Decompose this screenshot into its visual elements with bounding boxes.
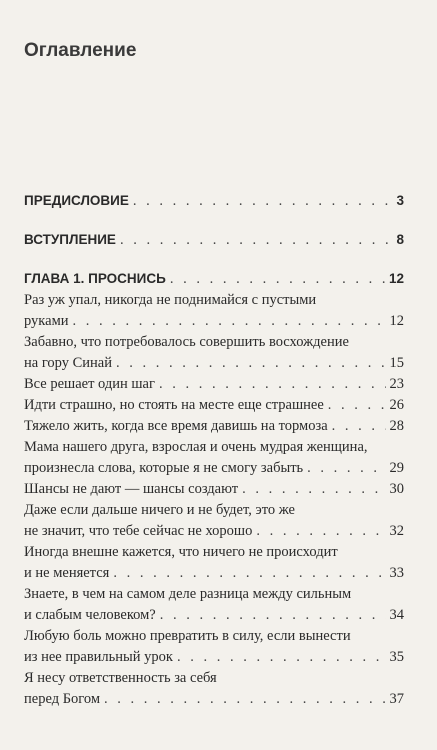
toc-entry xyxy=(24,416,404,437)
toc-entry-title: и не меняется xyxy=(24,565,110,581)
toc-entry-title-line1: Даже если дальше ничего и не будет, это же xyxy=(24,502,295,518)
toc-section-title: ПРЕДИСЛОВИЕ xyxy=(24,193,129,208)
toc-entry xyxy=(24,500,404,542)
toc-entry xyxy=(24,290,404,332)
toc-page-number: 3 xyxy=(396,193,404,208)
toc-page-number: 33 xyxy=(389,565,404,581)
dot-leader xyxy=(120,230,393,251)
toc-entry xyxy=(24,374,404,395)
toc-section-introduction xyxy=(24,229,404,251)
dot-leader xyxy=(159,374,386,395)
toc-entry-title-line1: Иногда внешне кажется, что ничего не происходит xyxy=(24,544,338,560)
toc-page-number: 29 xyxy=(389,460,404,476)
toc-entry-title: Идти страшно, но стоять на месте еще страшнее xyxy=(24,397,324,413)
dot-leader xyxy=(170,269,385,290)
toc-entry-title-line1: Знаете, в чем на самом деле разница между сильным xyxy=(24,586,352,602)
toc-entry-title: произнесла слова, которые я не смогу забыть xyxy=(24,460,304,476)
toc-page-number: 12 xyxy=(389,313,404,329)
dot-leader xyxy=(73,311,386,332)
toc-entry-title: перед Богом xyxy=(24,691,101,707)
dot-leader xyxy=(332,416,386,437)
page-title: Оглавление xyxy=(24,40,137,61)
dot-leader xyxy=(256,521,385,542)
toc-entry xyxy=(24,626,404,668)
toc-entry xyxy=(24,542,404,584)
toc-section-title: ГЛАВА 1. ПРОСНИСЬ xyxy=(24,271,166,286)
toc-entry-title: и слабым человеком? xyxy=(24,607,156,623)
dot-leader xyxy=(160,605,386,626)
toc-entry xyxy=(24,437,404,479)
toc-page-number: 30 xyxy=(389,481,404,497)
toc-section-title: ВСТУПЛЕНИЕ xyxy=(24,232,116,247)
toc-entry-title-line1: Я несу ответственность за себя xyxy=(24,670,217,686)
toc-section-preface xyxy=(24,190,404,212)
toc-entry-title: Все решает один шаг xyxy=(24,376,155,392)
toc-entry-title-line1: Забавно, что потребовалось совершить восхождение xyxy=(24,334,349,350)
dot-leader xyxy=(307,458,385,479)
dot-leader xyxy=(242,479,385,500)
toc-entry-title: Тяжело жить, когда все время давишь на тормоза xyxy=(24,418,328,434)
toc-page-number: 34 xyxy=(389,607,404,623)
toc-page-number: 12 xyxy=(388,271,404,286)
dot-leader xyxy=(177,647,386,668)
toc-entry xyxy=(24,479,404,500)
toc-entry xyxy=(24,395,404,416)
toc-entry-title: из нее правильный урок xyxy=(24,649,173,665)
toc-entry-title: руками xyxy=(24,313,69,329)
toc-entry-title-line1: Мама нашего друга, взрослая и очень мудрая женщина, xyxy=(24,439,368,455)
dot-leader xyxy=(113,563,385,584)
toc-entry-title: не значит, что тебе сейчас не хорошо xyxy=(24,523,253,539)
toc-entry xyxy=(24,332,404,374)
toc-page-number: 35 xyxy=(389,649,404,665)
toc-entry-title-line1: Любую боль можно превратить в силу, если вынести xyxy=(24,628,351,644)
toc-page-number: 15 xyxy=(389,355,404,371)
toc-entry-title: на гору Синай xyxy=(24,355,112,371)
toc-entry xyxy=(24,584,404,626)
toc-page-number: 8 xyxy=(396,232,404,247)
toc-entry-title-line1: Раз уж упал, никогда не поднимайся с пустыми xyxy=(24,292,317,308)
toc-entries xyxy=(24,290,404,710)
dot-leader xyxy=(133,191,393,212)
dot-leader xyxy=(104,689,385,710)
toc-page-number: 26 xyxy=(389,397,404,413)
toc-entry xyxy=(24,668,404,710)
toc-page-number: 37 xyxy=(389,691,404,707)
toc-page-number: 28 xyxy=(389,418,404,434)
table-of-contents xyxy=(24,190,404,710)
dot-leader xyxy=(328,395,386,416)
toc-entry-title: Шансы не дают — шансы создают xyxy=(24,481,239,497)
toc-section-chapter-1 xyxy=(24,268,404,290)
toc-page-number: 23 xyxy=(389,376,404,392)
toc-page-number: 32 xyxy=(389,523,404,539)
dot-leader xyxy=(116,353,386,374)
